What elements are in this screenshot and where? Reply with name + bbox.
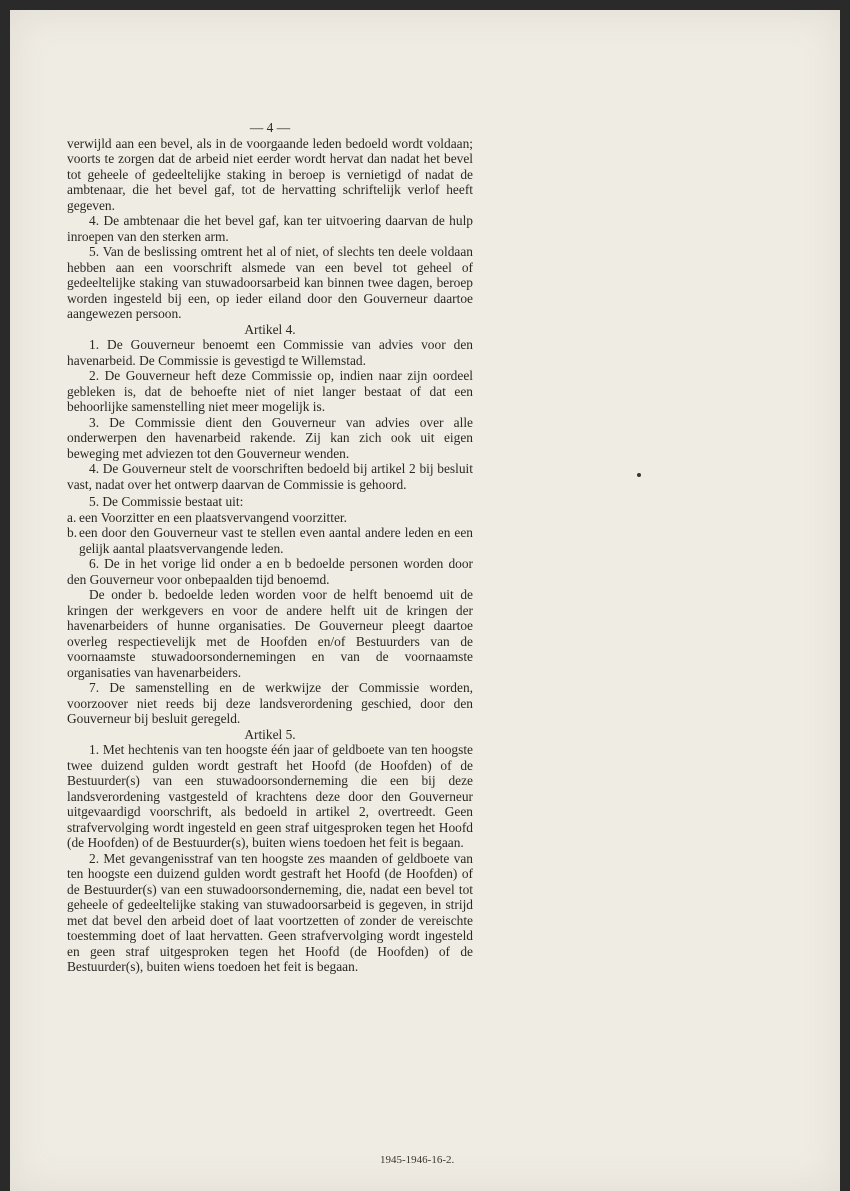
paragraph-continued: verwijld aan een bevel, als in de voorgaande leden bedoeld wordt voldaan; voorts te zorgen dat de arbeid niet eerder wordt hervat dan nadat het bevel tot geheele of gedeeltelijke staking in beroep is vernietigd of nadat de ambtenaar, die het bevel gaf, tot de hervatting schriftelijk verlof heeft gegeven. <box>67 135 473 213</box>
list-item-b <box>67 525 473 556</box>
artikel-5-paragraph-2: 2. Met gevangenisstraf van ten hoogste zes maanden of geldboete van ten hoogste een duizend gulden wordt gestraft het Hoofd (de Hoofden) of de Bestuurder(s) van een stuwadoorsonderneming, die, nadat een bevel tot geheele of gedeeltelijke staking van stuwadoorsarbeid is gegeven, in strijd met dat bevel den arbeid doet of laat voortzetten of zonder de vereischte toestemming doet of laat hervatten. Geen strafvervolging wordt ingesteld en geen straf uitgesproken tegen het Hoofd (de Hoofden) of de Bestuurder(s), buiten wiens toedoen het feit is begaan. <box>67 850 473 974</box>
artikel-4-heading: Artikel 4. <box>244 321 296 337</box>
paragraph-3-5: 5. Van de beslissing omtrent het al of niet, of slechts ten deele voldaan hebben aan een voorschrift alsmede van een bevel tot geheel of gedeeltelijke staking van stuwadoorsarbeid kan binnen twee dagen, beroep worden ingesteld bij een, op ieder eiland door den Gouverneur daartoe aangewezen persoon. <box>67 244 473 321</box>
artikel-5-heading: Artikel 5. <box>244 726 296 742</box>
document-reference-number: 1945-1946-16-2. <box>380 1154 455 1166</box>
ink-dot <box>637 473 641 477</box>
document-page <box>10 10 840 1191</box>
artikel-4-paragraph-6: 6. De in het vorige lid onder a en b bedoelde personen worden door den Gouverneur voor onbepaalden tijd benoemd. <box>67 556 473 587</box>
artikel-4-paragraph-6b: De onder b. bedoelde leden worden voor de helft benoemd uit de kringen der werkgevers en voor de andere helft uit de kringen der havenarbeiders of hunne organisaties. De Gouverneur pleegt daartoe overleg respectievelijk met de Hoofden en/of Bestuurders van de voornaamste stuwadoorsondernemingen en van de voornaamste organisaties van havenarbeiders. <box>67 587 473 680</box>
artikel-4-paragraph-7: 7. De samenstelling en de werkwijze der Commissie worden, voorzoover niet reeds bij deze landsverordening geschied, door den Gouverneur bij besluit geregeld. <box>67 680 473 726</box>
artikel-4-paragraph-2: 2. De Gouverneur heft deze Commissie op, indien naar zijn oordeel gebleken is, dat de behoefte niet of niet langer bestaat of dat een behoorlijke samenstelling niet meer mogelijk is. <box>67 368 473 414</box>
document-body <box>67 120 473 975</box>
page-number: — 4 — <box>249 120 291 135</box>
list-item-b-label: b. <box>67 525 78 540</box>
artikel-4-paragraph-4: 4. De Gouverneur stelt de voorschriften bedoeld bij artikel 2 bij besluit vast, nadat over het ontwerp daarvan de Commissie is gehoord. <box>67 461 473 492</box>
artikel-4-paragraph-1: 1. De Gouverneur benoemt een Commissie van advies voor den havenarbeid. De Commissie is gevestigd te Willemstad. <box>67 337 473 368</box>
paragraph-3-4: 4. De ambtenaar die het bevel gaf, kan ter uitvoering daarvan de hulp inroepen van den sterken arm. <box>67 213 473 244</box>
artikel-4-paragraph-5: 5. De Commissie bestaat uit: <box>89 494 244 509</box>
list-item-a-text: een Voorzitter en een plaatsvervangend voorzitter. <box>79 509 347 525</box>
list-item-b-text: een door den Gouverneur vast te stellen even aantal andere leden en een gelijk aantal plaatsvervangende leden. <box>79 525 473 556</box>
artikel-5-paragraph-1: 1. Met hechtenis van ten hoogste één jaar of geldboete van ten hoogste twee duizend gulden wordt gestraft het Hoofd (de Hoofden) of de Bestuurder(s) van een stuwadoorsonderneming die een bij deze landsverordening vastgesteld of krachtens deze door den Gouverneur uitgevaardigd voorschrift, als bedoeld in artikel 2, overtreedt. Geen strafvervolging wordt ingesteld en geen straf uitgesproken tegen het Hoofd (de Hoofden) of de Bestuurder(s), buiten wiens toedoen het feit is begaan. <box>67 742 473 850</box>
list-item-a-label: a. <box>67 509 77 525</box>
artikel-4-paragraph-3: 3. De Commissie dient den Gouverneur van advies over alle onderwerpen den havenarbeid rakende. Zij kan zich ook uit eigen beweging met adviezen tot den Gouverneur wenden. <box>67 414 473 461</box>
list-item-a <box>67 510 473 526</box>
